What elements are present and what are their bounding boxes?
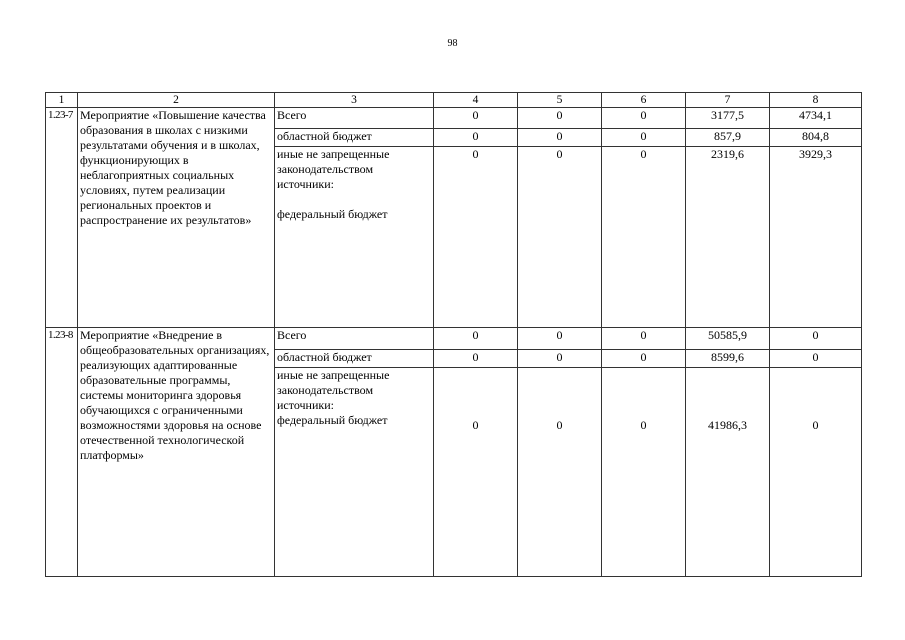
activity-name: Мероприятие «Повышение качества образования в школах с низкими результатами обучения и в школах, функционирующих в неблагоприятных социальных условиях, путем реализации региональных проектов и распространение их результатов» — [78, 108, 275, 328]
value-cell: 50585,9 — [686, 328, 770, 350]
source-label: областной бюджет — [275, 129, 434, 147]
header-cell: 3 — [275, 93, 434, 108]
value-cell: 2319,6 — [686, 147, 770, 328]
value-cell: 0 — [518, 147, 602, 328]
value-cell: 0 — [434, 368, 518, 577]
value-cell: 0 — [602, 147, 686, 328]
source-label — [275, 368, 434, 577]
value-cell: 857,9 — [686, 129, 770, 147]
table-row-total — [46, 108, 862, 129]
value-cell: 0 — [434, 129, 518, 147]
value-cell: 0 — [602, 368, 686, 577]
header-cell: 5 — [518, 93, 602, 108]
federal-budget-label: федеральный бюджет — [277, 413, 388, 427]
value-cell: 0 — [434, 108, 518, 129]
other-sources-label: иные не запрещенные законодательством источники: — [277, 147, 390, 191]
value-cell: 0 — [434, 147, 518, 328]
source-label: областной бюджет — [275, 350, 434, 368]
other-sources-label: иные не запрещенные законодательством источники: — [277, 368, 390, 412]
activity-code: 1.23-7 — [46, 108, 78, 328]
value-cell: 0 — [602, 350, 686, 368]
value-cell: 0 — [518, 350, 602, 368]
header-cell: 4 — [434, 93, 518, 108]
header-cell: 7 — [686, 93, 770, 108]
value-cell: 0 — [602, 129, 686, 147]
table-header-row — [46, 93, 862, 108]
federal-budget-label: федеральный бюджет — [277, 207, 388, 221]
value-cell: 0 — [770, 328, 862, 350]
value-cell: 0 — [518, 328, 602, 350]
header-cell: 6 — [602, 93, 686, 108]
value-cell: 0 — [602, 328, 686, 350]
page-number: 98 — [447, 38, 458, 49]
value-cell: 8599,6 — [686, 350, 770, 368]
value-cell: 41986,3 — [686, 368, 770, 577]
table-row-total — [46, 328, 862, 350]
source-label: Всего — [275, 108, 434, 129]
header-cell: 8 — [770, 93, 862, 108]
activity-name: Мероприятие «Внедрение в общеобразовательных организациях, реализующих адаптированные образовательные программы, системы мониторинга здоровья обучающихся с ограниченными возможностями здоровья на основе отечественной технологической платформы» — [78, 328, 275, 577]
value-cell: 4734,1 — [770, 108, 862, 129]
source-label — [275, 147, 434, 328]
budget-table — [45, 92, 862, 577]
value-cell: 0 — [518, 368, 602, 577]
value-cell: 3929,3 — [770, 147, 862, 328]
value-cell: 804,8 — [770, 129, 862, 147]
header-cell: 1 — [46, 93, 78, 108]
value-cell: 3177,5 — [686, 108, 770, 129]
header-cell: 2 — [78, 93, 275, 108]
value-cell: 0 — [518, 129, 602, 147]
value-cell: 0 — [770, 368, 862, 577]
value-cell: 0 — [770, 350, 862, 368]
value-cell: 0 — [602, 108, 686, 129]
source-label: Всего — [275, 328, 434, 350]
value-cell: 0 — [434, 350, 518, 368]
value-cell: 0 — [434, 328, 518, 350]
value-cell: 0 — [518, 108, 602, 129]
activity-code: 1.23-8 — [46, 328, 78, 577]
